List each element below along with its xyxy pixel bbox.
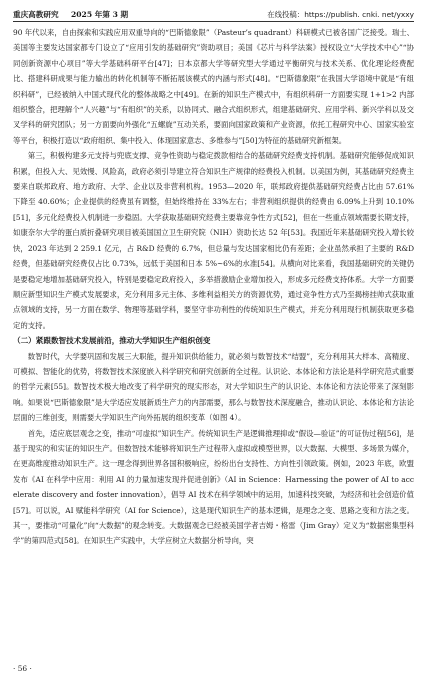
issue-label: 2025 年第 3 期 bbox=[70, 10, 129, 19]
section-heading: （二）紧跟数智技术发展前沿，推动大学知识生产组织创变 bbox=[13, 336, 211, 346]
running-header bbox=[13, 6, 414, 20]
body-paragraph: 第三，积极构建多元支持与兜底支撑、竞争性资助与稳定拨款相结合的基础研究经费支持机制。基础研究能够促成知识积累，但投入大、见效慢、风险高，政府必须引导建立符合知识生产规律的经费投入机制。以美国为例，其基础研究经费主要来自联邦政府、地方政府、大学、企业以及非营利机构。1953—2020 年，联邦政府提供基础研究经费占比由 57.61%下降至 40.60%；企业提供的经费虽有调整，但始终维持在 33%左右；非营利组织提供的经费由 6.09%上升到 10.10%[51]，多元化经费投入机制进一步稳固。大学获取基础研究经费主要靠竞争性方式[52]，但在一些重点领域需要长期支持，如康奈尔大学的蛋白质折叠研究项目被美国国立卫生研究院（NIH）资助长达 52 年[53]。我国近年来基础研究投入增长较快，2023 年达到 2 259.1 亿元，占 R&D 经费的 6.7%，但总量与发达国家相比仍有差距；企业虽然承担了主要的 R&D 经费，但基础研究经费仅占比 0.73%，远低于美国和日本 5%~6%的水准[54]。从横向对比来看，我国基础研究的关键仍是要稳定地增加基础研究投入，特别是要稳定政府投入，多举措激励企业增加投入，形成多元经费支持体系。大学一方面要顺应新型知识生产模式发展要求，充分利用多元主体、多维利益相关方的资源优势，通过竞争性方式乃至揭榜挂帅式获取重点领域的支持，另一方面在数学、物理等基础学科，要坚守非功利性的传统知识生产模式，并充分利用现行机制获取更多稳定的支持。 bbox=[13, 151, 414, 330]
article-body bbox=[13, 25, 414, 549]
body-paragraph: 首先，适应底层观念之变，推动“可虚拟”知识生产。传统知识生产是逻辑推理抑或“假设—验证”的可证伪过程[56]，是基于现实的和实证的知识生产。但数智技术能够将知识生产过程带入虚拟或模型世界，以大数据、大模型、多场景为媒介，在更高维度推动知识生产。这一理念得到世界各国积极响应，纷纷出台支持性、方向性引领政策。例如，2023 年底，欧盟发布《AI 在科学中应用：利用 AI 的力量加速发现并促进创新》（AI in Science：Harnessing the power of AI to accelerate discovery and foster innovation），倡导 AI 技术在科学领域中的运用，加速科技突破，为经济和社会创造价值[57]。可以说，AI 赋能科学研究（AI for Science），这是现代知识生产的基本逻辑，是理念之变、思路之变和方法之变。其一，要推动“可量化”向“大数据”的观念转变。大数据观念已经被美国学者吉姆・格雷（Jim Gray）定义为“数据密集型科学”的第四范式[58]。在知识生产实践中，大学应树立大数据分析导向，突 bbox=[13, 428, 414, 546]
body-paragraph: 90 年代以来，自由探索和实践应用双重导向的“巴斯德象限”（Pasteur’s quadrant）科研模式已被各国广泛接受。瑞士、美国等主要发达国家都专门设立了“应用引发的基础研究”资助项目；美国《芯片与科学法案》授权设立“大学技术中心”“协同创新资源中心项目”等大学基础科研平台[47]；日本京都大学等研究型大学通过平衡研究与技术关系、优化理论经费配比、搭建科研成果与能力输出的转化机制等不断拓展该模式的内涵与形式[48]。“巴斯德象限”在我国大学语境中就是“有组织科研”，已经被纳入中国式现代化的整体战略之中[49]。在新的知识生产模式中，有组织科研一方面要实现 1+1>2 内部组织整合，把理解个“人兴趣”与“有组织”的关系，以协同式、融合式组织形式，组建基础研究、应用学科、新兴学科以及交叉学科的研究团队；另一方面要向外强化“五螺旋”互动关系，要面向国家政策和产业资源，依托工程研究中心、国家实验室等平台，积极打造以“政府组织、集中投入、体现国家意志、多维参与”[50]为特征的基础研究新框架。 bbox=[13, 28, 414, 145]
submission-url: 在线投稿：https://publish. cnki. net/yxxy bbox=[267, 10, 414, 19]
header-divider bbox=[13, 21, 414, 22]
body-paragraph: 数智时代，大学要巩固和发展三大职能，提升知识供给能力，就必须与数智技术“结盟”，充分利用其大样本、高精度、可模拟、智能化的优势，将数智技术深度嵌入科学研究和研究创新的全过程。认识论、本体论和方法论是科学研究范式重要的哲学元素[55]。数智技术极大地改变了科学研究的现实形态，对大学知识生产的认识论、本体论和方法论带来了深刻影响。如果说“巴斯德象限”是大学适应发展新质生产力的内部需要，那么与数智技术深度融合，推动认识论、本体论和方法论层面的三维创变，则需要大学知识生产向外拓展的组织变革（如图 4）。 bbox=[13, 351, 414, 423]
page-number: · 56 · bbox=[13, 664, 32, 673]
journal-name: 重庆高教研究 bbox=[13, 10, 59, 19]
header-left bbox=[13, 10, 138, 20]
